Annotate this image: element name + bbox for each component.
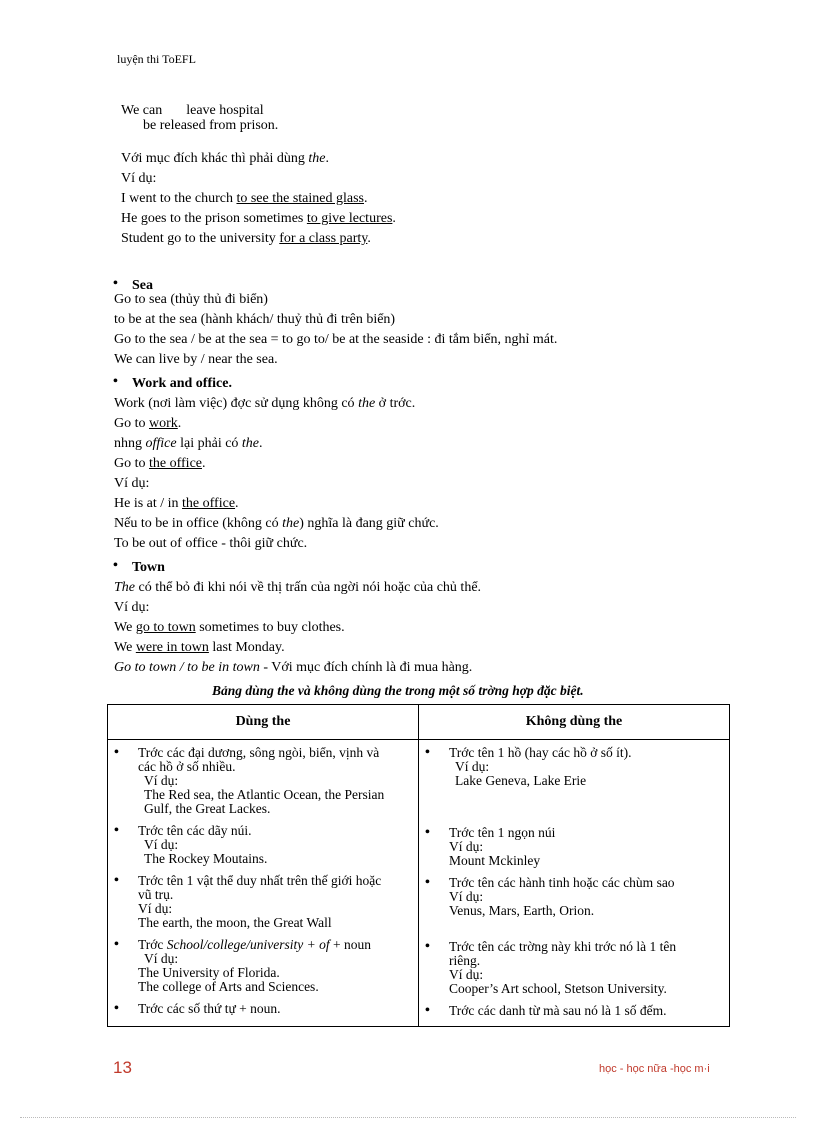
table-body-row (108, 740, 730, 1027)
text: The University of Florida. (138, 965, 280, 980)
text: Với mục đích khác thì phải dùng (121, 151, 309, 166)
footer-slogan: học - học nữa -học m·i (599, 1063, 710, 1075)
table-header-row (108, 705, 730, 740)
text: for a class party (279, 231, 368, 246)
text: Nếu to be in office (không có (114, 516, 283, 531)
bullet-icon: • (113, 374, 118, 389)
text: the (308, 151, 326, 166)
text: leave hospital (186, 103, 264, 118)
intro-line-2: be released from prison. (143, 118, 279, 133)
text: The earth, the moon, the Great Wall (138, 915, 332, 930)
text: lại phải có (176, 436, 242, 451)
work-line-5 (114, 496, 239, 512)
text: He goes to the prison sometimes (121, 211, 307, 226)
intro-vidu: Ví dụ: (121, 171, 157, 186)
town-line-1 (114, 580, 481, 596)
text: Ví dụ: (144, 773, 179, 788)
text: We (114, 620, 136, 635)
text (138, 938, 418, 952)
bullet-icon: • (114, 937, 119, 952)
text: We (114, 640, 136, 655)
work-line-6 (114, 516, 439, 532)
text: I went to the church (121, 191, 237, 206)
list-item (419, 940, 725, 996)
left-column-cell (108, 740, 419, 1027)
work-line-4 (114, 456, 206, 472)
text: nhng (114, 436, 146, 451)
intro-example-2 (121, 211, 396, 227)
column-header-use-the: Dùng the (108, 705, 419, 740)
bullet-icon: • (425, 745, 430, 760)
bullet-icon: • (425, 875, 430, 890)
text: . (367, 231, 371, 246)
bullet-icon: • (114, 823, 119, 838)
text: Trớc tên 1 ngọn núi (449, 825, 556, 840)
text: Go to (114, 416, 149, 431)
sea-line-4: We can live by / near the sea. (114, 352, 278, 367)
text: Ví dụ: (449, 967, 484, 982)
text: the (241, 436, 260, 451)
list-item (108, 938, 418, 994)
text: were in town (135, 640, 209, 655)
text: work (149, 416, 178, 431)
text: Ví dụ: (455, 759, 490, 774)
text: các hồ ở số nhiều. (138, 759, 236, 774)
text: Trớc các số thứ tự + noun. (138, 1001, 281, 1016)
text: Ví dụ: (144, 951, 179, 966)
section-heading-sea: Sea (132, 278, 153, 293)
section-heading-work: Work and office. (132, 376, 232, 391)
text: Trớc tên các trờng này khi trớc nó là 1 tên (449, 939, 677, 954)
list-item (108, 874, 418, 930)
text: The (114, 580, 135, 595)
text: He is at / in (114, 496, 183, 511)
text: Trớc các danh từ mà sau nó là 1 số đếm. (449, 1003, 667, 1018)
text: The college of Arts and Sciences. (138, 979, 319, 994)
town-line-2 (114, 620, 345, 636)
text: The Rockey Moutains. (144, 851, 268, 866)
text: ở trớc. (375, 396, 416, 411)
page-bottom-divider (20, 1117, 796, 1118)
bullet-icon: • (425, 939, 430, 954)
text: Mount Mckinley (449, 853, 541, 868)
list-item (419, 1004, 725, 1018)
work-line-1 (114, 396, 415, 412)
text: Trớc tên 1 hồ (hay các hồ ở số ít). (449, 745, 632, 760)
text: Trớc tên 1 vật thể duy nhất trên thế giới hoặc (138, 873, 382, 888)
text: - Với mục đích chính là đi mua hàng. (259, 660, 473, 675)
page-header: luyện thi ToEFL (117, 52, 196, 66)
list-item (419, 826, 725, 868)
text: the (358, 396, 376, 411)
work-line-3 (114, 436, 263, 452)
text: Trớc tên các hành tinh hoặc các chùm sao (449, 875, 675, 890)
text: + noun (329, 937, 371, 952)
list-item (108, 824, 418, 866)
text: ) nghĩa là đang giữ chức. (299, 516, 439, 531)
bullet-icon: • (425, 1003, 430, 1018)
text: . (392, 211, 396, 226)
text: có thể bỏ đi khi nói về thị trấn của ngời nói hoặc của chủ thể. (135, 580, 482, 595)
table-caption: Bảng dùng the và không dùng the trong một số trờng hợp đặc biệt. (212, 683, 584, 698)
work-line-7: To be out of office - thôi giữ chức. (114, 536, 308, 551)
text: Go to (114, 456, 149, 471)
text: We can (121, 103, 163, 118)
text: the (282, 516, 300, 531)
bullet-icon: • (114, 1001, 119, 1016)
text: Ví dụ: (449, 839, 484, 854)
text: School/college/university + of (166, 937, 330, 952)
text: Venus, Mars, Earth, Orion. (449, 903, 595, 918)
text: Ví dụ: (144, 837, 179, 852)
bullet-icon: • (114, 745, 119, 760)
sea-line-2: to be at the sea (hành khách/ thuỷ thủ đi trên biển) (114, 312, 396, 327)
text: the office (149, 456, 202, 471)
text: Trớc các đại dương, sông ngòi, biển, vịnh và (138, 745, 380, 760)
intro-example-3 (121, 231, 371, 247)
text: Work (nơi làm việc) đợc sử dụng không có (114, 396, 359, 411)
list-item (108, 746, 418, 816)
intro-note (121, 151, 329, 167)
text: to give lectures (306, 211, 393, 226)
text: . (177, 416, 182, 431)
text: Student go to the university (121, 231, 280, 246)
sea-line-1: Go to sea (thủy thủ đi biển) (114, 292, 268, 307)
intro-example-1 (121, 191, 368, 207)
text: riêng. (449, 953, 481, 968)
text: last Monday. (208, 640, 285, 655)
text: . (364, 191, 368, 206)
work-line-2 (114, 416, 181, 432)
work-vidu: Ví dụ: (114, 476, 150, 491)
text: The Red sea, the Atlantic Ocean, the Persian (144, 787, 385, 802)
bullet-icon: • (114, 873, 119, 888)
comparison-table (107, 704, 730, 1027)
text: . (202, 456, 206, 471)
town-vidu: Ví dụ: (114, 600, 150, 615)
sea-line-3: Go to the sea / be at the sea = to go to/ be at the seaside : đi tắm biển, nghỉ mát. (114, 332, 558, 347)
text: office (145, 436, 177, 451)
column-header-no-the: Không dùng the (419, 705, 730, 740)
text: . (325, 151, 330, 166)
text: Cooper’s Art school, Stetson University. (449, 981, 667, 996)
bullet-icon: • (113, 276, 118, 291)
text: go to town (135, 620, 196, 635)
text: Trớc tên các dãy núi. (138, 823, 252, 838)
text: Lake Geneva, Lake Erie (455, 773, 587, 788)
text: . (235, 496, 239, 511)
text: Gulf, the Great Lackes. (144, 801, 271, 816)
text: Go to town / to be in town (114, 660, 260, 675)
text: to see the stained glass (236, 191, 364, 206)
list-item (108, 1002, 418, 1016)
bullet-icon: • (113, 558, 118, 573)
town-line-4 (114, 660, 472, 676)
list-item (419, 876, 725, 918)
text: . (259, 436, 263, 451)
right-column-cell (419, 740, 730, 1027)
text: the office (182, 496, 236, 511)
section-heading-town: Town (132, 560, 165, 575)
text: Ví dụ: (138, 901, 173, 916)
town-line-3 (114, 640, 285, 656)
intro-line-1 (121, 103, 264, 119)
list-item (419, 746, 725, 788)
text: vũ trụ. (138, 887, 174, 902)
bullet-icon: • (425, 825, 430, 840)
text: Trớc (138, 937, 167, 952)
page-number: 13 (113, 1058, 132, 1077)
text: Ví dụ: (449, 889, 484, 904)
text: sometimes to buy clothes. (195, 620, 345, 635)
